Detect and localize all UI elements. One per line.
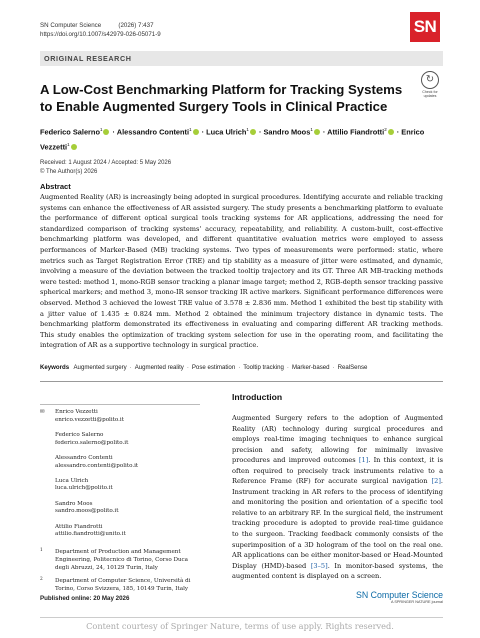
keyword: RealSense xyxy=(337,364,368,371)
contact-entry xyxy=(55,478,200,493)
citation-link[interactable]: [1] xyxy=(358,456,369,465)
sn-logo: SN xyxy=(410,12,440,42)
orcid-icon[interactable] xyxy=(314,129,320,135)
affiliation xyxy=(40,578,200,594)
keyword: Augmented surgery xyxy=(73,364,127,371)
author-affiliation-mark: 1 xyxy=(99,127,103,132)
author-affiliation-mark: 1 xyxy=(67,141,70,147)
received-accepted: Received: 1 August 2024 / Accepted: 5 May 2026 xyxy=(40,160,172,166)
contact-email[interactable]: attilio.fiandrotti@unito.it xyxy=(55,531,126,538)
journal-brand-name: SN Computer Science xyxy=(355,590,443,600)
publisher-tagline: A SPRINGER NATURE journal xyxy=(390,600,443,604)
keyword: Pose estimation xyxy=(191,364,236,371)
contact-entry xyxy=(55,524,200,539)
contact-email[interactable]: luca.ulrich@polito.it xyxy=(55,485,113,492)
author-list xyxy=(40,124,440,154)
orcid-icon[interactable] xyxy=(193,129,199,135)
introduction-text xyxy=(232,413,443,582)
contact-name: Attilio Fiandrotti xyxy=(55,523,103,530)
contact-email[interactable]: alessandro.contenti@polito.it xyxy=(55,462,139,469)
introduction-heading: Introduction xyxy=(232,392,283,402)
intro-text-segment: . In this context, it is often required to precisely track instruments relative to a Reference Frame (RF) for accurate surgical navigation xyxy=(232,456,443,486)
divider xyxy=(40,617,443,618)
intro-text-segment: . In monitor-based systems, the augmented content is displayed on a screen. xyxy=(232,561,443,581)
author-affiliation-mark: 2 xyxy=(384,127,387,132)
keyword-separator: · xyxy=(332,364,335,371)
doi-link[interactable]: https://doi.org/10.1007/s42979-026-05071-9 xyxy=(40,31,161,38)
author-separator: · xyxy=(110,127,117,137)
author-separator: · xyxy=(256,127,264,137)
orcid-icon[interactable] xyxy=(388,129,394,135)
author-name[interactable]: Enrico Vezzetti xyxy=(40,127,425,152)
author-affiliation-mark: 1 xyxy=(246,127,249,132)
contact-name: Alessandro Contenti xyxy=(55,454,113,461)
affiliation-number: 2 xyxy=(40,577,43,583)
keyword: Marker-based xyxy=(291,364,330,371)
author-affiliation-mark: 1 xyxy=(189,127,192,132)
affiliation-text: Department of Computer Science, Università di Torino, Corso Svizzera, 185, 10149 Turin, Italy xyxy=(55,578,191,593)
author-separator: · xyxy=(394,127,402,137)
intro-text-segment: Augmented Surgery refers to the adoption of Augmented Reality (AR) technology during surgical procedures and employs real-time imaging techniques to enhance surgical precision and safety, allowing for minimally invasive procedures and improved outcomes xyxy=(232,414,443,465)
contact-entry xyxy=(55,409,200,424)
author-affiliation-mark: 1 xyxy=(310,127,313,132)
affiliations-block xyxy=(40,549,200,600)
affiliation xyxy=(40,549,200,572)
article-dates xyxy=(40,159,171,176)
contact-email[interactable]: enrico.vezzetti@polito.it xyxy=(55,416,124,423)
courtesy-notice: Content courtesy of Springer Nature, terms of use apply. Rights reserved. xyxy=(86,621,394,631)
author-name[interactable]: Federico Salerno xyxy=(40,127,100,137)
contacts-block xyxy=(40,409,200,546)
contact-email[interactable]: sandro.moos@polito.it xyxy=(55,508,119,515)
contact-name: Federico Salerno xyxy=(55,431,104,438)
orcid-icon[interactable] xyxy=(103,129,109,135)
orcid-icon[interactable] xyxy=(71,144,77,150)
keyword-separator: · xyxy=(186,364,189,371)
author-separator: · xyxy=(320,127,328,137)
author-name[interactable]: Alessandro Contenti xyxy=(116,127,190,137)
keywords-label: Keywords xyxy=(40,364,70,371)
keyword: Augmented reality xyxy=(134,364,184,371)
keyword-separator: · xyxy=(129,364,132,371)
keyword-separator: · xyxy=(238,364,241,371)
affiliation-number: 1 xyxy=(40,548,43,553)
mail-icon: ✉ xyxy=(40,409,45,415)
keyword: Tooltip tracking xyxy=(243,364,284,371)
author-name[interactable]: Sandro Moos xyxy=(263,127,311,137)
contact-name: Sandro Moos xyxy=(55,500,93,507)
affiliation-text: Department of Production and Management Engineering, Politecnico di Torino, Corso Duca degli Abruzzi, 24, 10129 Turin, Italy xyxy=(55,549,189,571)
published-online: Published online: 20 May 2026 xyxy=(40,595,130,602)
journal-name: SN Computer Science xyxy=(40,22,102,29)
check-for-updates-badge[interactable] xyxy=(418,71,442,98)
author-name[interactable]: Attilio Fiandrotti xyxy=(327,127,385,137)
orcid-icon[interactable] xyxy=(250,129,256,135)
article-title: A Low-Cost Benchmarking Platform for Tracking Systems to Enable Augmented Surgery Tools in Clinical Practice xyxy=(40,82,403,114)
article-type-label: ORIGINAL RESEARCH xyxy=(44,54,132,63)
contact-entry xyxy=(55,501,200,516)
copyright: © The Author(s) 2026 xyxy=(40,168,98,175)
journal-brand xyxy=(320,590,443,604)
keyword-separator: · xyxy=(286,364,289,371)
abstract-heading: Abstract xyxy=(40,182,71,191)
author-separator: · xyxy=(199,127,207,137)
contact-entry xyxy=(55,455,200,470)
divider xyxy=(40,404,200,405)
contact-email[interactable]: federico.salerno@polito.it xyxy=(55,439,129,446)
abstract-text: Augmented Reality (AR) is increasingly being adopted in surgical procedures. Identifying accurate and reliable tracking systems can enhance the effectiveness of AR assisted surgery. The study presents a benchmarking platform to evaluate the performance of different optical surgical tools tracking systems for AR applications, addressing the need for standardized comparison of tracking systems' accuracy, repeatability, and reliability. A custom-built, cost-effective benchmarking platform was developed, and different quantitative evaluation metrics were employed to assess performances of Marker-Based (MB) tracking systems. Two types of measurements were performed: static, where metrics such as Target Registration Error (TRE) and tip stability as a measure of jitter were estimated, and dynamic, involving a measure of the deviation between the tracked tooltip trajectory and its GT. Three AR MB-tracking methods were tested: method 1, mono-RGB sensor tracking a planar image target; method 2, RGB-depth sensor tracking passive spherical markers; and method 3, mono-IR sensor tracking IR active markers. Significant performance differences were observed. Method 3 achieved the lowest TRE value of 3.578 ± 2.836 mm. Method 1 exhibited the best tip stability with a jitter value of 1.435 ± 0.824 mm. Method 2 obtained the minimum trajectory distance in dynamic tests. The benchmarking platform demonstrated its effectiveness in evaluating and comparing different AR tracking methods. This study enables the optimization of tracking system selection for use in the operating room, and facilitating the integration of AR as a supportive technology in surgical practice. xyxy=(40,193,443,350)
divider xyxy=(40,381,443,382)
contact-entry xyxy=(55,432,200,447)
check-for-updates-icon: ↻ xyxy=(421,71,439,89)
author-name[interactable]: Luca Ulrich xyxy=(206,127,247,137)
citation-link[interactable]: [3–5] xyxy=(310,561,328,570)
intro-text-segment: . Instrument tracking in AR refers to the process of identifying and monitoring the position and orientation of a specific tool relative to an arbitrary RF. In the surgical field, the instrument tracking procedure is adopted to provide real-time guidance to the surgeon. Tracking feedback commonly consists of the superimposition of a 3D hologram of the tool on the real one. AR applications can be either monitor-based or Head-Mounted Display (HMD)-based xyxy=(232,477,443,570)
contact-name: Luca Ulrich xyxy=(55,477,89,484)
citation: (2026) 7:437 xyxy=(118,22,154,29)
keywords xyxy=(40,364,443,371)
citation-link[interactable]: [2] xyxy=(431,477,441,486)
contact-name: Enrico Vezzetti xyxy=(55,409,98,415)
header-meta xyxy=(40,21,161,39)
check-for-updates-label: Check for updates xyxy=(422,90,438,98)
article-type-banner xyxy=(40,51,443,66)
